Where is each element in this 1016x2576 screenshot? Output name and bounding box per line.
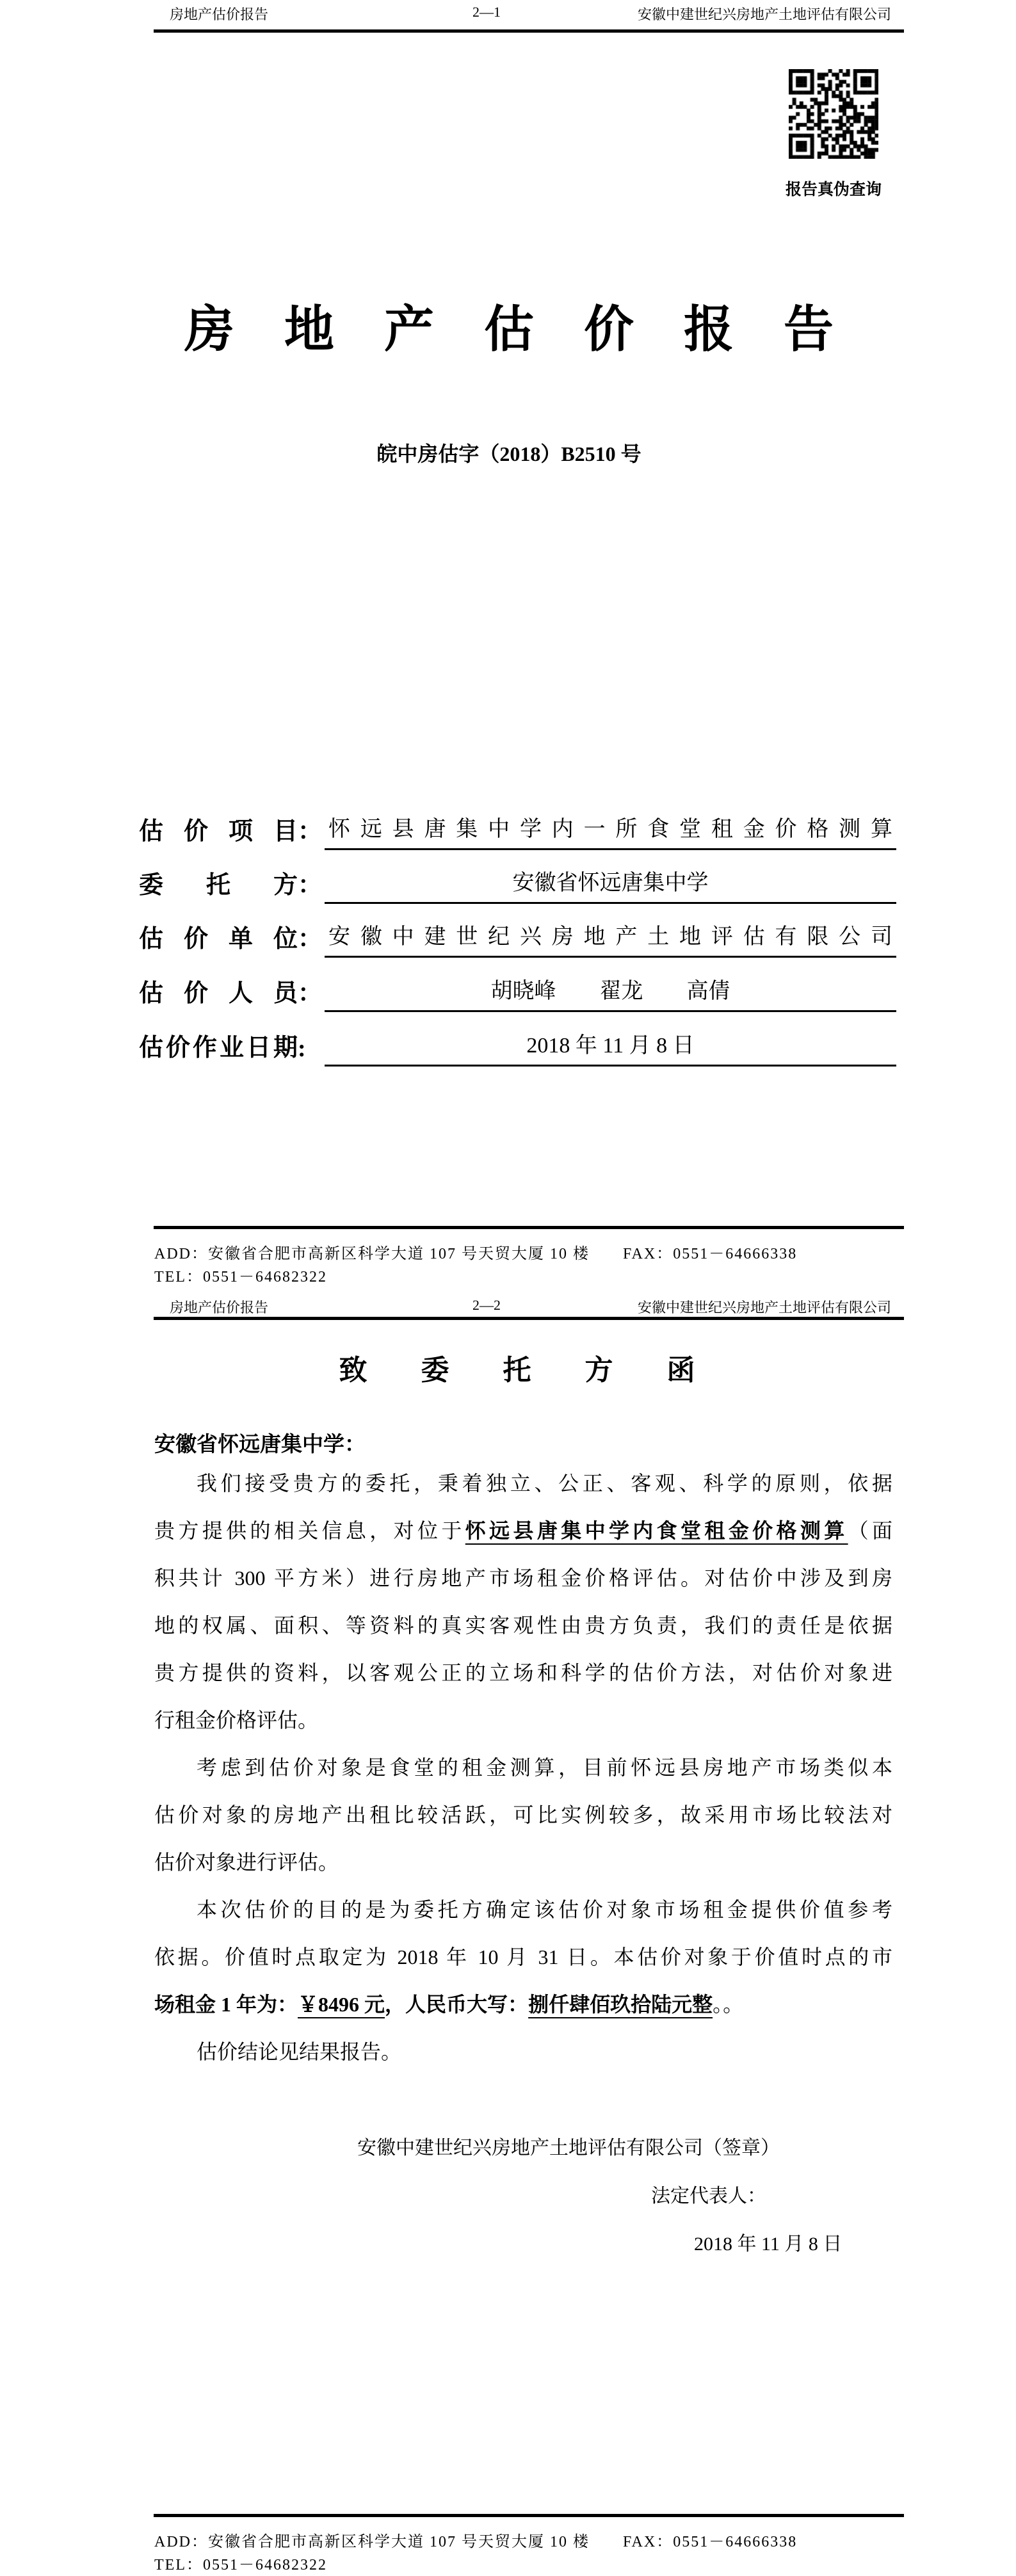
- body-line: [154, 1602, 892, 1649]
- field-value: 胡晓峰 翟龙 高倩: [325, 978, 896, 1013]
- field-colon: ：: [298, 926, 323, 953]
- text-run: 行租金价格评估。: [154, 1709, 319, 1732]
- body-line: [154, 1886, 892, 1933]
- qr-code-caption: 报告真伪查询: [785, 181, 882, 198]
- body-line: [154, 1554, 892, 1602]
- field-label: 委托方: [139, 872, 298, 899]
- text-run: ￥8496 元: [298, 1993, 385, 2016]
- footer-address-fax: ADD：安徽省合肥市高新区科学大道 107 号天贸大厦 10 楼 FAX：0551－64666338: [154, 1246, 798, 1262]
- footer-rule: [154, 1226, 904, 1229]
- field-label: 估价作业日期: [139, 1034, 298, 1062]
- text-run: 估价对象的房地产出租比较活跃，可比实例较多，故采用市场比较法对: [154, 1803, 892, 1826]
- page1-running-header: [154, 4, 904, 23]
- text-run: 估价对象进行评估。: [154, 1851, 339, 1874]
- text-run: 贵方提供的相关信息，对位于: [154, 1519, 465, 1542]
- header-company-name: 安徽中建世纪兴房地产土地评估有限公司: [637, 1300, 891, 1316]
- text-run: 积共计 300 平方米）进行房地产市场租金价格评估。对估价中涉及到房: [154, 1566, 892, 1590]
- header-company-name: 安徽中建世纪兴房地产土地评估有限公司: [637, 6, 891, 22]
- text-run: 。。: [713, 1993, 744, 2016]
- field-value: 安徽中建世纪兴房地产土地评估有限公司: [325, 924, 896, 958]
- field-colon: ：: [298, 872, 323, 899]
- field-value: 2018 年 11 月 8 日: [325, 1033, 896, 1067]
- field-colon: ：: [298, 818, 323, 845]
- header-page-number: 2—1: [472, 4, 501, 20]
- text-run: 怀远县唐集中学内食堂租金价格测算: [465, 1519, 848, 1542]
- footer-telephone: TEL：0551－64682322: [154, 1269, 327, 1285]
- header-rule: [154, 1317, 904, 1320]
- footer-address-fax: ADD：安徽省合肥市高新区科学大道 107 号天贸大厦 10 楼 FAX：0551－64666338: [154, 2534, 798, 2550]
- signature-legal-representative: 法定代表人：: [651, 2186, 766, 2207]
- form-field-row: [139, 905, 896, 958]
- form-field-row: [139, 851, 896, 904]
- field-value: 安徽省怀远唐集中学: [325, 870, 896, 905]
- body-line: [154, 1696, 892, 1744]
- text-run: 场租金 1 年为：: [154, 1993, 298, 2016]
- field-colon: ：: [298, 980, 323, 1007]
- field-value: 怀远县唐集中学内一所食堂租金价格测算: [325, 816, 896, 851]
- text-run: （面: [848, 1519, 892, 1542]
- field-label: 估价单位: [139, 926, 298, 953]
- body-line: [154, 1507, 892, 1554]
- field-colon: :: [298, 1035, 306, 1062]
- body-line: [154, 1791, 892, 1839]
- body-line: [154, 1981, 892, 2028]
- letter-salutation: 安徽省怀远唐集中学：: [154, 1433, 366, 1456]
- letter-body: [154, 1460, 892, 2075]
- body-line: [154, 2028, 892, 2075]
- text-run: 考虑到估价对象是食堂的租金测算，目前怀远县房地产市场类似本: [197, 1756, 892, 1779]
- page2-running-header: [154, 1297, 904, 1316]
- text-run: 人民币大写：: [405, 1993, 529, 2016]
- report-verification-qr-code: [789, 69, 878, 159]
- body-line: [154, 1460, 892, 1507]
- body-line: [154, 1649, 892, 1696]
- form-field-row: [139, 959, 896, 1012]
- text-run: 估价结论见结果报告。: [197, 2040, 402, 2063]
- body-line: [154, 1839, 892, 1886]
- footer-telephone: TEL：0551－64682322: [154, 2557, 327, 2573]
- signature-date: 2018 年 11 月 8 日: [694, 2234, 843, 2255]
- text-run: 依据。价值时点取定为 2018 年 10 月 31 日。本估价对象于价值时点的市: [154, 1945, 892, 1968]
- text-run: ，: [385, 1993, 406, 2016]
- footer-rule: [154, 2514, 904, 2517]
- letter-title: 致 委 托 方 函: [339, 1355, 708, 1386]
- field-label: 估价项目: [139, 818, 298, 846]
- text-run: 我们接受贵方的委托，秉着独立、公正、客观、科学的原则，依据: [197, 1472, 892, 1495]
- header-doc-type: 房地产估价报告: [170, 6, 269, 22]
- field-label: 估价人员: [139, 980, 298, 1008]
- header-rule: [154, 29, 904, 33]
- text-run: 捌仟肆佰玖拾陆元整: [528, 1993, 713, 2016]
- form-field-row: [139, 797, 896, 850]
- header-doc-type: 房地产估价报告: [170, 1300, 269, 1316]
- form-field-row: [139, 1013, 896, 1067]
- text-run: 地的权属、面积、等资料的真实客观性由贵方负责，我们的责任是依据: [154, 1614, 892, 1637]
- report-title: 房 地 产 估 价 报 告: [184, 302, 834, 357]
- header-page-number: 2—2: [472, 1297, 501, 1313]
- text-run: 贵方提供的资料，以客观公正的立场和科学的估价方法，对估价对象进: [154, 1661, 892, 1684]
- report-number: 皖中房估字（2018）B2510 号: [376, 442, 641, 465]
- text-run: 本次估价的目的是为委托方确定该估价对象市场租金提供价值参考: [197, 1898, 892, 1921]
- body-line: [154, 1933, 892, 1981]
- body-line: [154, 1744, 892, 1791]
- signature-company: 安徽中建世纪兴房地产土地评估有限公司（签章）: [357, 2137, 780, 2159]
